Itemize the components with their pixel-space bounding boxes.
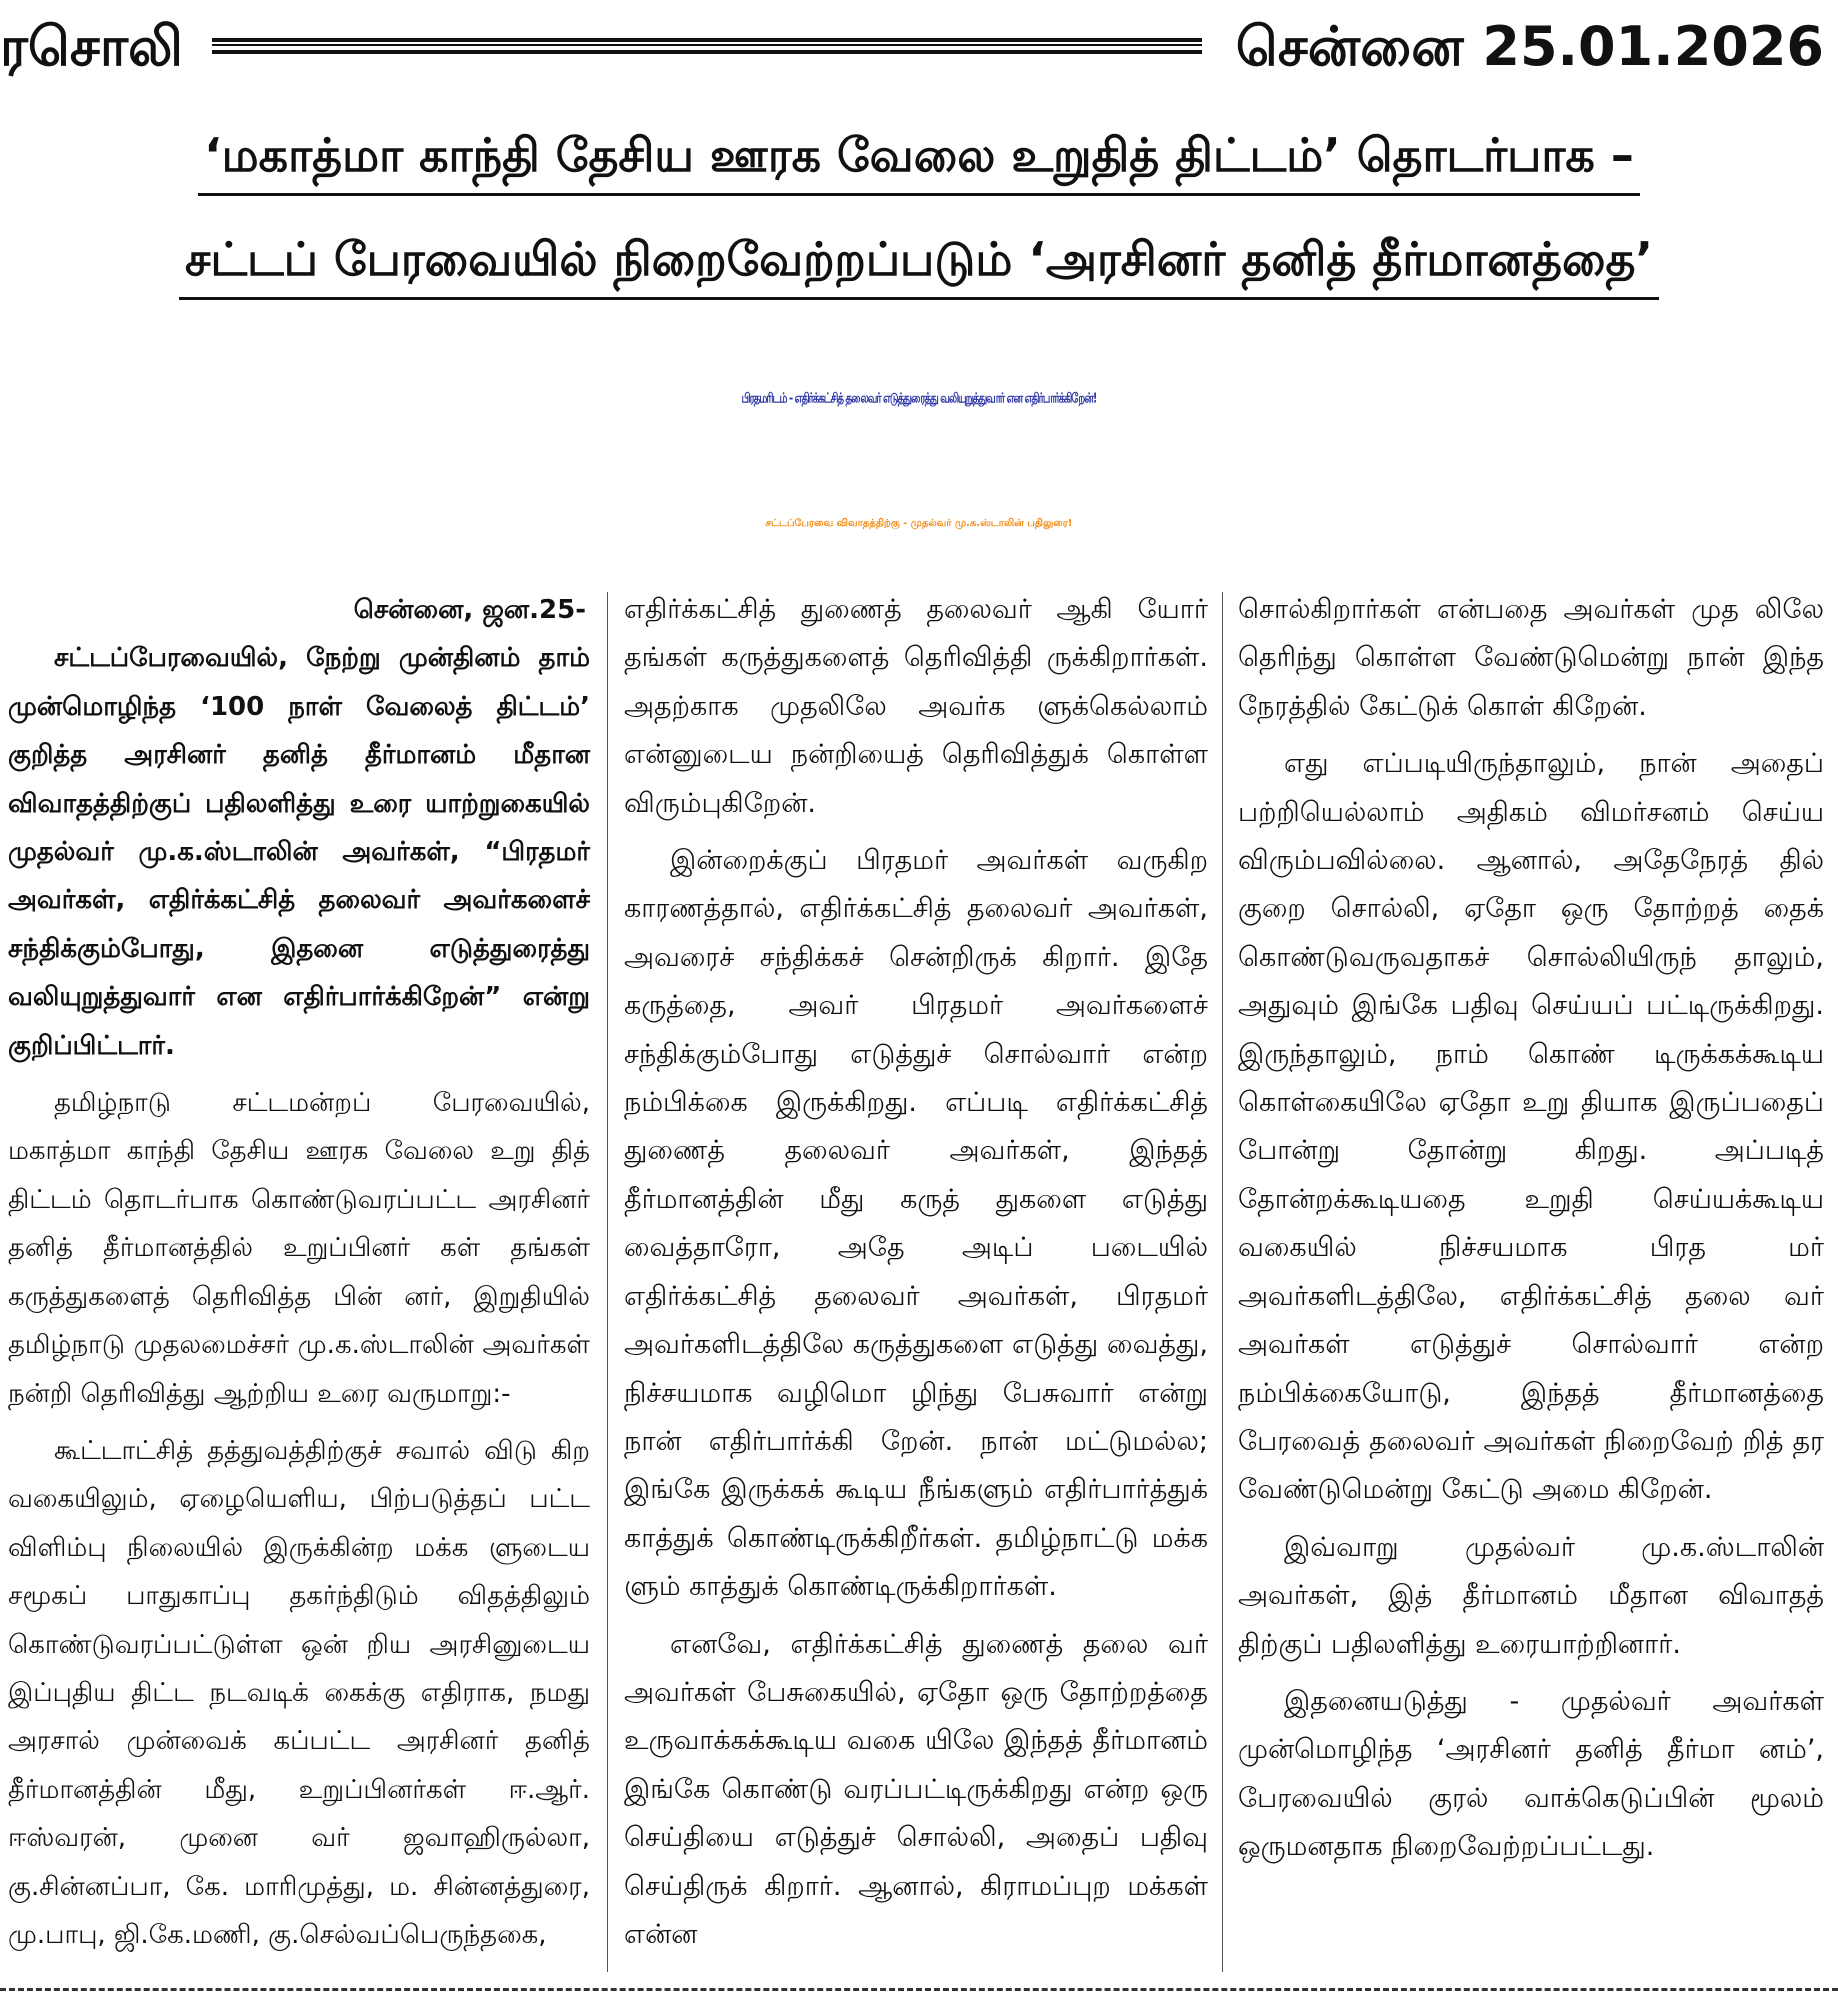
main-headline: பிரதமரிடம் - எதிர்க்கட்சித் தலைவர் எடுத்துரைத்து வலியுறுத்துவார் என எதிர்பார்க்கிறேன்!: [741, 391, 1097, 407]
masthead-rule: [212, 38, 1202, 54]
article-paragraph: எது எப்படியிருந்தாலும், நான் அதைப் பற்றியெல்லாம் அதிகம் விமர்சனம் செய்ய விரும்பவில்லை. ஆனால், அதேநேரத் தில் குறை சொல்லி, ஏதோ ஒரு தோற்றத் தைக் கொண்டுவருவதாகச் சொல்லியிருந் தாலும், அதுவும் இங்கே பதிவு செய்யப் பட்டிருக்கிறது. இருந்தாலும், நாம் கொண் டிருக்கக்கூடிய கொள்கையிலே ஏதோ உறு தியாக இருப்பதைப் போன்று தோன்று கிறது. அப்படித் தோன்றக்கூடியதை உறுதி செய்யக்கூடிய வகையில் நிச்சயமாக பிரத மர் அவர்களிடத்திலே, எதிர்க்கட்சித் தலை வர் அவர்கள் எடுத்துச் சொல்வார் என்ற நம்பிக்கையோடு, இந்தத் தீர்மானத்தை பேரவைத் தலைவர் அவர்கள் நிறைவேற் றித் தர வேண்டுமென்று கேட்டு அமை கிறேன்.: [1238, 748, 1824, 1506]
article-paragraph: இவ்வாறு முதல்வர் மு.க.ஸ்டாலின் அவர்கள், இத் தீர்மானம் மீதான விவாதத் திற்குப் பதிலளித்து உரையாற்றினார்.: [1238, 1531, 1824, 1660]
bottom-dashed-rule: [0, 1988, 1838, 1991]
sub-headline: சட்டப்பேரவை விவாதத்திற்கு - முதல்வர் மு.க.ஸ்டாலின் பதிலுரை!: [765, 518, 1073, 529]
article-paragraph: சொல்கிறார்கள் என்பதை அவர்கள் முத லிலே தெரிந்து கொள்ள வேண்டுமென்று நான் இந்த நேரத்தில் கேட்டுக் கொள் கிறேன்.: [1238, 594, 1824, 722]
article-paragraph: கூட்டாட்சித் தத்துவத்திற்குச் சவால் விடு கிற வகையிலும், ஏழையெளிய, பிற்படுத்தப் பட்ட விளிம்பு நிலையில் இருக்கின்ற மக்க ளுடைய சமூகப் பாதுகாப்பு தகர்ந்திடும் விதத்திலும் கொண்டுவரப்பட்டுள்ள ஒன் றிய அரசினுடைய இப்புதிய திட்ட நடவடிக் கைக்கு எதிராக, நமது அரசால் முன்வைக் கப்பட்ட அரசினர் தனித் தீர்மானத்தின் மீது, உறுப்பினர்கள் ஈ.ஆர். ஈஸ்வரன், முனை வர் ஜவாஹிருல்லா, கு.சின்னப்பா, கே. மாரிமுத்து, ம. சின்னத்துரை, மு.பாபு, ஜி.கே.மணி, கு.செல்வப்பெருந்தகை,: [8, 1435, 590, 1950]
article-lead: சட்டப்பேரவையில், நேற்று முன்தினம் தாம் முன்மொழிந்த ‘100 நாள் வேலைத் திட்டம்’ குறித்த அரசினர் தனித் தீர்மானம் மீதான விவாதத்திற்குப் பதிலளித்து உரை யாற்றுகையில் முதல்வர் மு.க.ஸ்டாலின் அவர்கள், “பிரதமர் அவர்கள், எதிர்க்கட்சித் தலைவர் அவர்களைச் சந்திக்கும்போது, இதனை எடுத்துரைத்து வலியுறுத்துவார் என எதிர்பார்க்கிறேன்” என்று குறிப்பிட்டார்.: [8, 643, 590, 1061]
masthead-date: 25.01.2026: [1482, 15, 1824, 78]
article-column-2: [624, 586, 1208, 1959]
column-divider: [607, 592, 608, 1972]
article-paragraph: எதிர்க்கட்சித் துணைத் தலைவர் ஆகி யோர் தங்கள் கருத்துகளைத் தெரிவித்தி ருக்கிறார்கள். அதற்காக முதலிலே அவர்க ளுக்கெல்லாம் என்னுடைய நன்றியைத் தெரிவித்துக் கொள்ள விரும்புகிறேன்.: [624, 594, 1208, 819]
newspaper-name: ரசொலி: [0, 15, 184, 78]
article-column-1: [8, 586, 590, 1959]
article-dateline: சென்னை, ஜன.25-: [353, 595, 586, 625]
kicker-line-1-text: ‘மகாத்மா காந்தி தேசிய ஊரக வேலை உறுதித் திட்டம்’ தொடர்பாக –: [198, 128, 1640, 196]
article-paragraph: எனவே, எதிர்க்கட்சித் துணைத் தலை வர் அவர்கள் பேசுகையில், ஏதோ ஒரு தோற்றத்தை உருவாக்கக்கூடிய வகை யிலே இந்தத் தீர்மானம் இங்கே கொண்டு வரப்பட்டிருக்கிறது என்ற ஒரு செய்தியை எடுத்துச் சொல்லி, அதைப் பதிவு செய்திருக் கிறார். ஆனால், கிராமப்புற மக்கள் என்ன: [624, 1628, 1208, 1950]
masthead-city: சென்னை: [1235, 15, 1464, 78]
article-paragraph: இன்றைக்குப் பிரதமர் அவர்கள் வருகிற காரணத்தால், எதிர்க்கட்சித் தலைவர் அவர்கள், அவரைச் சந்திக்கச் சென்றிருக் கிறார். இதே கருத்தை, அவர் பிரதமர் அவர்களைச் சந்திக்கும்போது எடுத்துச் சொல்வார் என்ற நம்பிக்கை இருக்கிறது. எப்படி எதிர்க்கட்சித் துணைத் தலைவர் அவர்கள், இந்தத் தீர்மானத்தின் மீது கருத் துகளை எடுத்து வைத்தாரோ, அதே அடிப் படையில் எதிர்க்கட்சித் தலைவர் அவர்கள், பிரதமர் அவர்களிடத்திலே கருத்துகளை எடுத்து வைத்து, நிச்சயமாக வழிமொ ழிந்து பேசுவார் என்று நான் எதிர்பார்க்கி றேன். நான் மட்டுமல்ல; இங்கே இருக்கக் கூடிய நீங்களும் எதிர்பார்த்துக் காத்துக் கொண்டிருக்கிறீர்கள். தமிழ்நாட்டு மக்க ளும் காத்துக் கொண்டிருக்கிறார்கள்.: [624, 845, 1208, 1603]
masthead-dateline: [1236, 12, 1824, 82]
kicker-line-2-text: சட்டப் பேரவையில் நிறைவேற்றப்படும் ‘அரசினர் தனித் தீர்மானத்தை’: [179, 232, 1659, 300]
article-paragraph: இதனையடுத்து - முதல்வர் அவர்கள் முன்மொழிந்த ‘அரசினர் தனித் தீர்மா னம்’, பேரவையில் குரல் வாக்கெடுப்பின் மூலம் ஒருமனதாக நிறைவேற்றப்பட்டது.: [1238, 1685, 1824, 1863]
article-column-3: [1238, 586, 1824, 1872]
kicker-line-2: [0, 232, 1838, 300]
article-paragraph: தமிழ்நாடு சட்டமன்றப் பேரவையில், மகாத்மா காந்தி தேசிய ஊரக வேலை உறு தித் திட்டம் தொடர்பாக கொண்டுவரப்பட்ட அரசினர் தனித் தீர்மானத்தில் உறுப்பினர் கள் தங்கள் கருத்துகளைத் தெரிவித்த பின் னர், இறுதியில் தமிழ்நாடு முதலமைச்சர் மு.க.ஸ்டாலின் அவர்கள் நன்றி தெரிவித்து ஆற்றிய உரை வருமாறு:-: [8, 1088, 590, 1409]
column-divider: [1222, 592, 1223, 1972]
kicker-line-1: [0, 128, 1838, 196]
masthead: [0, 12, 1838, 82]
